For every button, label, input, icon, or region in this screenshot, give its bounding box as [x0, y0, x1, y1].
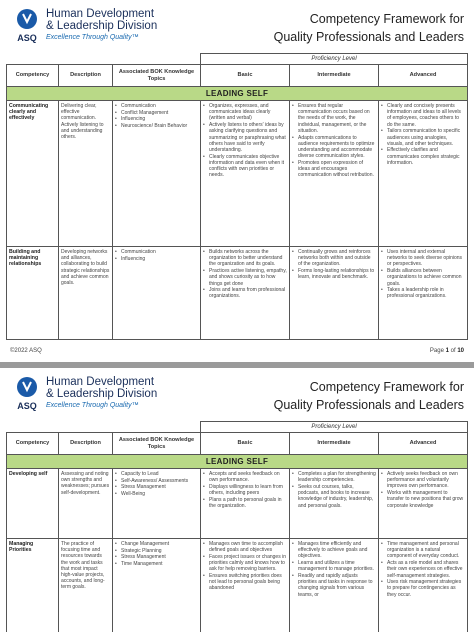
section-leading-self: LEADING SELF: [7, 87, 467, 101]
table-header-row: [7, 65, 467, 87]
header-bok: Associated BOK Knowledge Topics: [113, 433, 201, 454]
competency-table: [6, 432, 468, 632]
table-row: [7, 539, 467, 632]
section-leading-self: LEADING SELF: [7, 455, 467, 469]
header-competency: Competency: [7, 433, 59, 454]
advanced-level: • Uses internal and external networks to seek diverse opinions or perspectives. • Builds alliances between organizations to achieve common goals. • Takes a leadership role in professional organizations.: [379, 247, 467, 339]
document-title: Competency Framework for Quality Professionals and Leaders: [273, 380, 464, 412]
competency-name: Managing Priorities: [7, 539, 59, 632]
advanced-level: • Clearly and concisely presents information and ideas to all levels of employees, coaches others to do the same. • Tailors communication to specific audiences using analogies, visuals, and other techniques. • Effectively clarifies and communicates complex strategic information.: [379, 101, 467, 246]
intermediate-level: • Ensures that regular communication occurs based on the needs of the work, the individual, management, or the situation. • Adapts communications to audience requirements to optimize understanding and accommodate diverse communication styles. • Promotes open expression of ideas and encourages communication without retribution.: [290, 101, 379, 246]
proficiency-level-header: Proficiency Level: [200, 421, 468, 432]
description: Assessing and noting own strengths and weaknesses; pursues self-development.: [59, 469, 113, 538]
advanced-level: • Actively seeks feedback on own performance and voluntarily improves own performance. • Works with management to transfer to new positions that grow corporate knowledge: [379, 469, 467, 538]
header-intermediate: Intermediate: [290, 433, 379, 454]
proficiency-level-header: Proficiency Level: [200, 53, 468, 64]
bok-topics: • Communication • Influencing: [113, 247, 201, 339]
bok-topics: • Capacity to Lead • Self-Awareness/ Assessments • Stress Management • Well-Being: [113, 469, 201, 538]
asq-logo-icon: [14, 376, 40, 414]
table-row: [7, 469, 467, 539]
description: The practice of focusing time and resources towards the work and tasks that most impact high-value projects, accounts, and long-term goals.: [59, 539, 113, 632]
competency-name: Building and maintaining relationships: [7, 247, 59, 339]
intermediate-level: • Continually grows and reinforces networks both within and outside of the organization. • Forms long-lasting relationships to learn, innovate and benchmark.: [290, 247, 379, 339]
header-bok: Associated BOK Knowledge Topics: [113, 65, 201, 86]
basic-level: • Organizes, expresses, and communicates ideas clearly (written and verbal) • Actively listens to others' ideas by asking clarifying questions and summarizing or paraphrasing what others have said to verify understanding. • Clearly communicates objective information and data even when it conflicts with own priorities or needs.: [201, 101, 290, 246]
tagline: Excellence Through Quality™: [46, 402, 139, 409]
header-competency: Competency: [7, 65, 59, 86]
bok-topics: • Change Management • Strategic Planning • Stress Management • Time Management: [113, 539, 201, 632]
basic-level: • Builds networks across the organization to better understand the organization and its goals. • Practices active listening, empathy, and shows curiosity as to how things get done • Joins and learns from professional organizations.: [201, 247, 290, 339]
svg-text:ASQ: ASQ: [17, 401, 37, 411]
competency-table: [6, 64, 468, 340]
intermediate-level: • Manages time efficiently and effectively to achieve goals and objectives. • Learns and utilizes a time management to manage priorities. • Readily and rapidly adjusts priorities and tasks in response to changing signals from various teams, or: [290, 539, 379, 632]
asq-logo-icon: [14, 8, 40, 46]
page-number: Page 1 of 10: [429, 348, 464, 354]
division-name: Human Development & Leadership Division: [46, 8, 158, 32]
basic-level: • Accepts and seeks feedback on own performance. • Displays willingness to learn from others, including peers • Plans a path to personal goals in the organization.: [201, 469, 290, 538]
header-basic: Basic: [201, 65, 290, 86]
document-page-2: [0, 368, 474, 632]
header-advanced: Advanced: [409, 72, 437, 78]
intermediate-level: • Completes a plan for strengthening leadership competencies. • Seeks out courses, talks, podcasts, and books to increase knowledge of industry, leadership, and personal goals.: [290, 469, 379, 538]
document-title: Competency Framework for Quality Professionals and Leaders: [273, 12, 464, 44]
header-description: Description: [59, 433, 113, 454]
advanced-level: • Time management and personal organization is a natural component of everyday conduct. • Acts as a role model and shares their own experiences on effective self-management strategies. • Uses risk management strategies to prepare for contingencies as they occur.: [379, 539, 467, 632]
header-description: Description: [59, 65, 113, 86]
svg-text:ASQ: ASQ: [17, 33, 37, 43]
tagline: Excellence Through Quality™: [46, 34, 139, 41]
division-name: Human Development & Leadership Division: [46, 376, 158, 400]
table-row: [7, 247, 467, 339]
header-intermediate: Intermediate: [290, 65, 379, 86]
description: Developing networks and alliances, collaborating to build strategic relationships and achieve common goals.: [59, 247, 113, 339]
bok-topics: • Communication • Conflict Management • Influencing • Neuroscience/ Brain Behavior: [113, 101, 201, 246]
description: Delivering clear, effective communication. Actively listening to and understanding others.: [59, 101, 113, 246]
copyright: ©2022 ASQ: [10, 348, 42, 354]
header-advanced: Advanced: [409, 440, 437, 446]
competency-name: Communicating clearly and effectively: [7, 101, 59, 246]
table-header-row: [7, 433, 467, 455]
competency-name: Developing self: [7, 469, 59, 538]
basic-level: • Manages own time to accomplish defined goals and objectives • Faces project issues or changes in priorities calmly and knows how to ask for help removing barriers. • Ensures switching priorities does not lead to personal goals being abandoned: [201, 539, 290, 632]
header-basic: Basic: [201, 433, 290, 454]
table-row: [7, 101, 467, 247]
